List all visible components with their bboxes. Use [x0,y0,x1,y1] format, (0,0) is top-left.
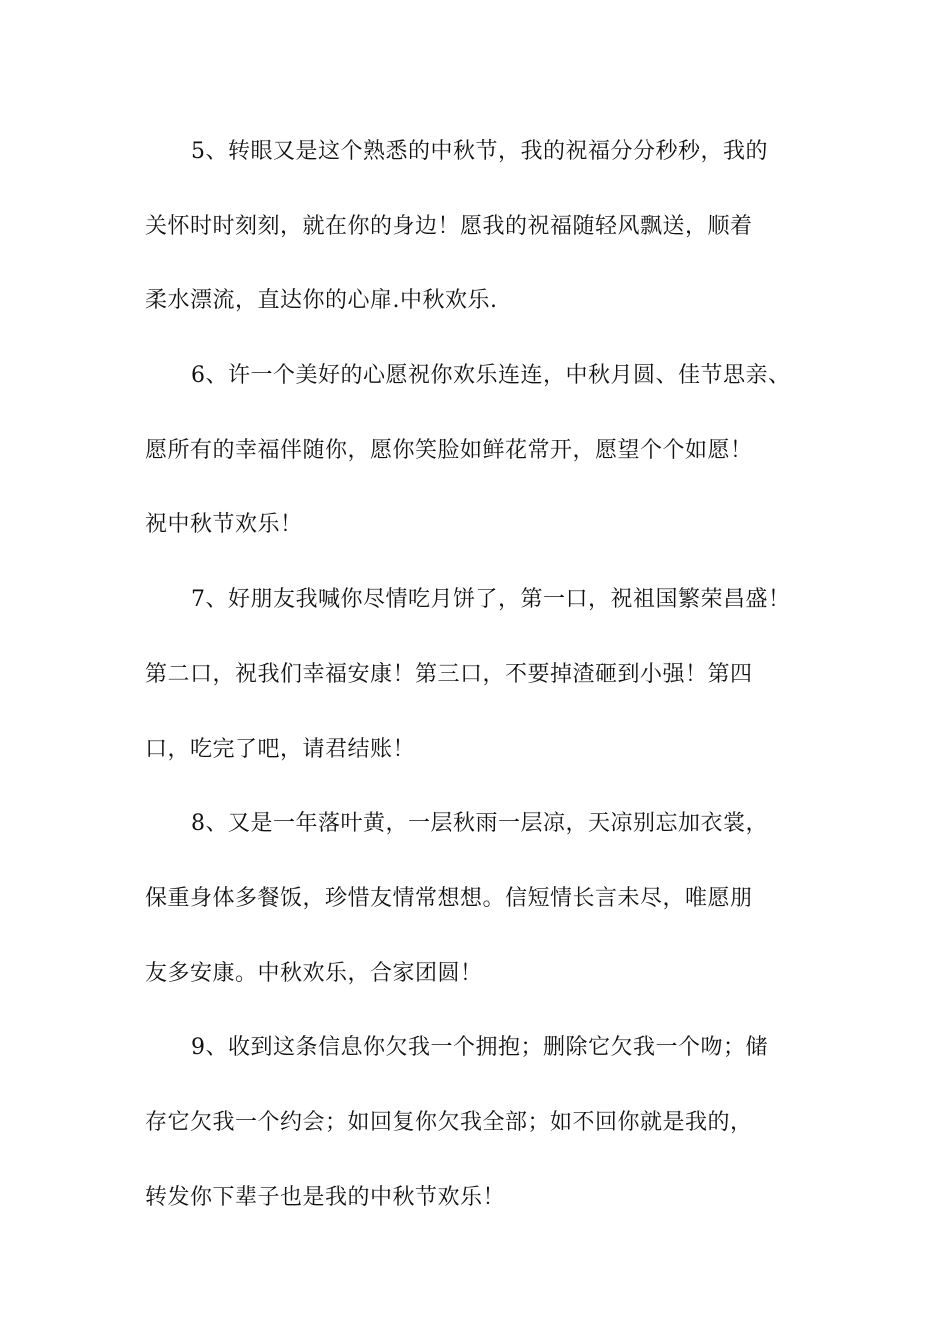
paragraph-6 [145,356,810,580]
paragraph-9 [145,1028,810,1252]
paragraph-line: 8、又是一年落叶黄，一层秋雨一层凉，天凉别忘加衣裳， [191,811,768,837]
paragraph-line: 友多安康。中秋欢乐，合家团圆！ [145,960,483,986]
paragraph-line: 存它欠我一个约会；如回复你欠我全部；如不回你就是我的， [145,1109,753,1135]
document-body [145,132,810,1252]
paragraph-line: 9、收到这条信息你欠我一个拥抱；删除它欠我一个吻；储 [191,1035,768,1061]
paragraph-line: 转发你下辈子也是我的中秋节欢乐！ [145,1184,506,1210]
paragraph-line: 第二口，祝我们幸福安康！第三口，不要掉渣砸到小强！第四 [145,661,753,687]
paragraph-line: 6、许一个美好的心愿祝你欢乐连连，中秋月圆、佳节思亲、 [191,363,791,389]
paragraph-5 [145,132,810,356]
paragraph-line: 柔水漂流，直达你的心扉.中秋欢乐. [145,288,498,314]
paragraph-7 [145,580,810,804]
paragraph-line: 7、好朋友我喊你尽情吃月饼了，第一口，祝祖国繁荣昌盛！ [191,587,791,613]
paragraph-line: 关怀时时刻刻，就在你的身边！愿我的祝福随轻风飘送，顺着 [145,213,753,239]
paragraph-8 [145,804,810,1028]
paragraph-line: 祝中秋节欢乐！ [145,512,303,538]
paragraph-line: 保重身体多餐饭，珍惜友情常想想。信短情长言未尽，唯愿朋 [145,885,753,911]
paragraph-line: 口，吃完了吧，请君结账！ [145,736,416,762]
paragraph-line: 愿所有的幸福伴随你，愿你笑脸如鲜花常开，愿望个个如愿！ [145,437,753,463]
paragraph-line: 5、转眼又是这个熟悉的中秋节，我的祝福分分秒秒，我的 [191,139,768,164]
